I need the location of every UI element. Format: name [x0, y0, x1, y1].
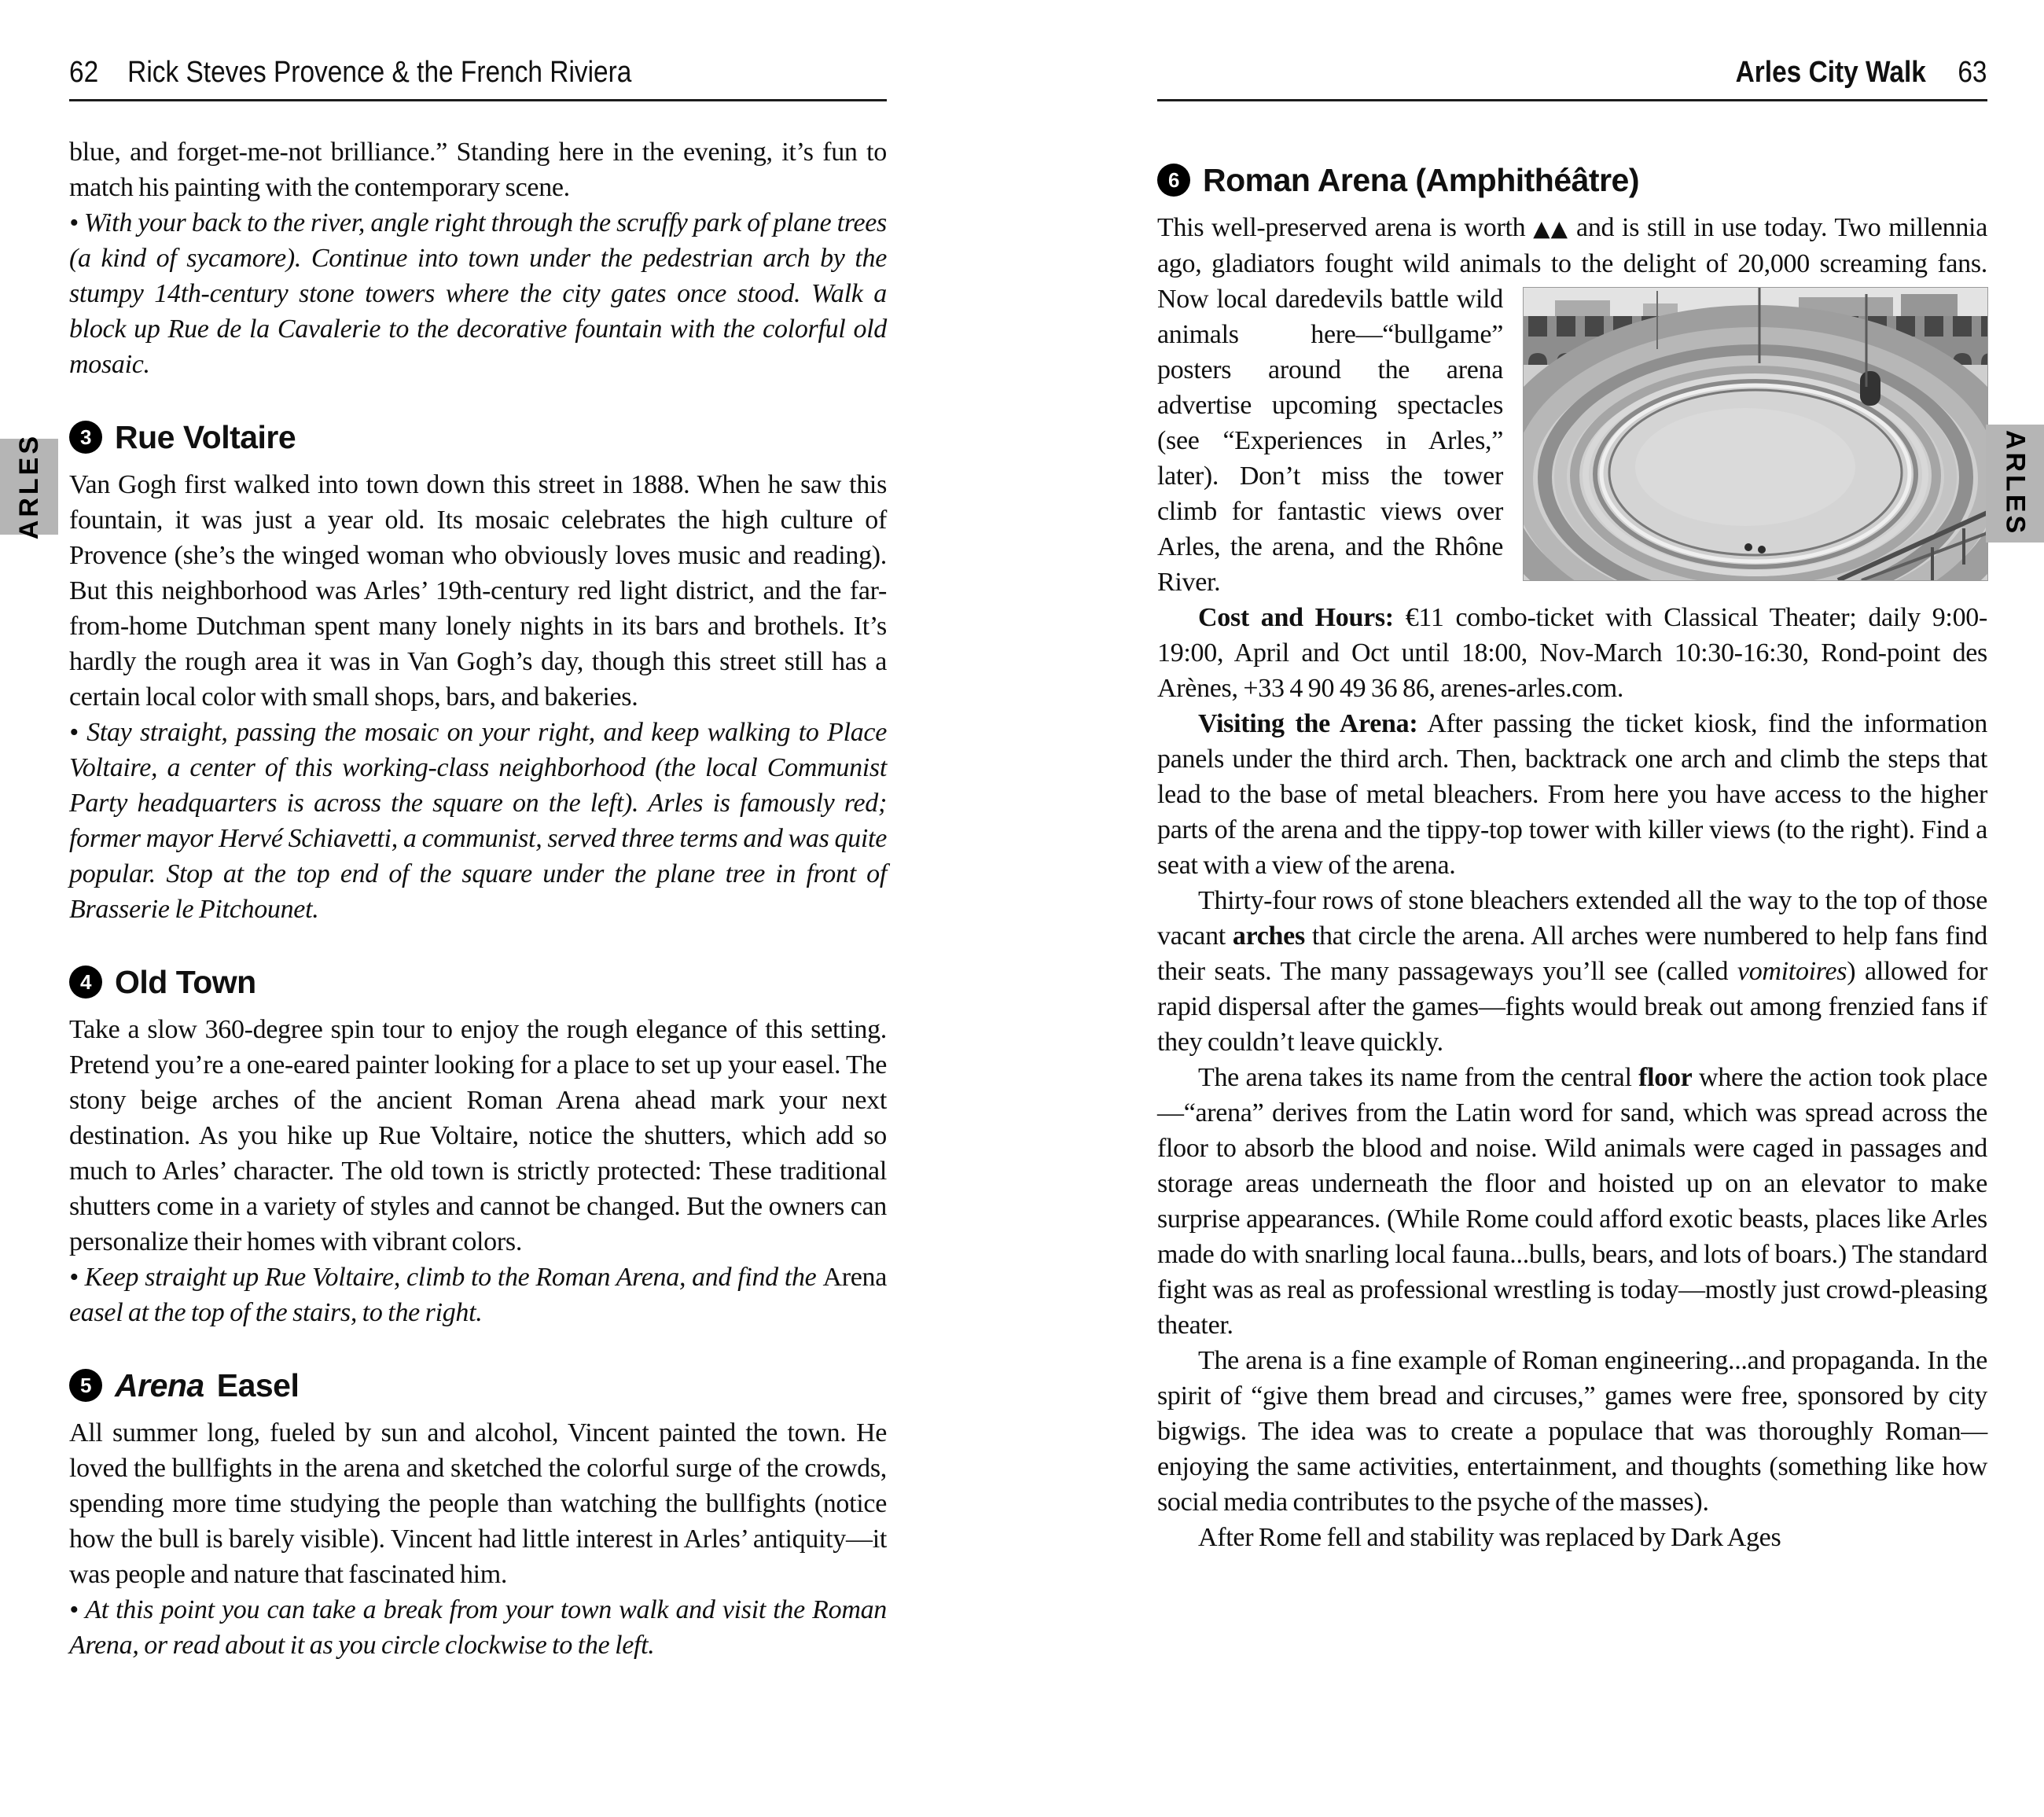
dark-ages-paragraph: After Rome fell and stability was replaced by Dark Ages: [1198, 1523, 1781, 1552]
section-heading-roman-arena: [1157, 161, 1987, 199]
walking-directions-3: • Keep straight up Rue Voltaire, climb to the Roman Arena, and find the Arena easel at the top of the stairs, to the right.: [69, 1263, 887, 1327]
walking-directions-1: • With your back to the river, angle right through the scruffy park of plane trees (a kind of sycamore). Continue into town under the pedestrian arch by the stumpy 14th-century stone towers where the city gates once stood. Walk a block up Rue de la Cavalerie to the decorative fountain with the colorful old mosaic.: [69, 208, 887, 379]
visiting-the-arena-paragraph: Visiting the Arena: After passing the ticket kiosk, find the information panels under the third arch. Then, backtrack one arch and climb the steps that lead to the base of metal bleachers. From here you have access to the higher parts of the arena and the tippy-top tower with killer views (to the right). Find a seat with a view of the arena.: [1157, 709, 1987, 880]
right-page-number: 63: [1958, 56, 1987, 89]
walking-directions-4: • At this point you can take a break from your town walk and visit the Roman Arena, or read about it as you circle clockwise to the left.: [69, 1595, 887, 1660]
cost-and-hours-paragraph: Cost and Hours: €11 combo-ticket with Classical Theater; daily 9:00-19:00, April and Oct until 18:00, Nov-March 10:30-16:30, Rond-point des Arènes, +33 4 90 49 36 86, arenes-arles.com.: [1157, 603, 1987, 703]
cost-and-hours-label: Cost and Hours:: [1198, 603, 1394, 632]
intro-paragraph: blue, and forget-me-not brilliance.” Standing here in the evening, it’s fun to match his painting with the contemporary scene.: [69, 138, 887, 202]
left-page: [69, 0, 887, 1663]
old-town-paragraph: Take a slow 360-degree spin tour to enjoy the rough elegance of this setting. Pretend you’re a one-eared painter looking for a place to set up your easel. The stony beige arches of the ancient Roman Arena ahead mark your next destination. As you hike up Rue Voltaire, notice the shutters, which add so much to Arles’ character. The old town is strictly protected: These traditional shutters come in a variety of styles and cannot be changed. But the owners can personalize their homes with vibrant colors.: [69, 1015, 887, 1256]
right-running-head: [1157, 0, 1987, 90]
italic-word-vomitoires: vomitoires: [1737, 957, 1847, 986]
stop-number-badge-6: 6: [1157, 164, 1190, 197]
section-heading-arena-easel: [69, 1366, 887, 1404]
rue-voltaire-paragraph: Van Gogh first walked into town down this street in 1888. When he saw this fountain, it was just a year old. Its mosaic celebrates the high culture of Provence (she’s the winged woman who obviously loves music and reading). But this neighborhood was Arles’ 19th-century red light district, and the far-from-home Dutchman spent many lonely nights in its bars and brothels. It’s hardly the rough area it was in Van Gogh’s day, though this street still has a certain local color with small shops, bars, and bakeries.: [69, 470, 887, 712]
floor-paragraph: The arena takes its name from the central floor where the action took place—“arena” derives from the Latin word for sand, which was spread across the floor to absorb the blood and noise. Wild animals were caged in passages and storage areas underneath the floor and hoisted up on an elevator to make surprise appearances. (While Rome could afford exotic beasts, places like Arles made do with snarling local fauna...bulls, bears, and lots of boars.) The standard fight was as real as professional wrestling is today—mostly just crowd-pleasing theater.: [1157, 1063, 1987, 1340]
bold-word-arches: arches: [1232, 921, 1305, 951]
right-page: [1157, 0, 1987, 1555]
stop-number-badge-3: 3: [69, 421, 102, 454]
left-running-head: [69, 0, 887, 90]
section-title-rest: Easel: [216, 1367, 300, 1403]
arena-easel-paragraph: All summer long, fueled by sun and alcohol, Vincent painted the town. He loved the bullfights in the arena and sketched the colorful surge of the crowds, spending more time studying the people than watching the bullfights (notice how the bull is barely visible). Vincent had little interest in Arles’ antiquity—it was people and nature that fascinated him.: [69, 1418, 887, 1589]
stop-number-badge-4: 4: [69, 966, 102, 999]
upright-word-arena: Arena: [822, 1263, 887, 1292]
engineering-paragraph: The arena is a fine example of Roman engineering...and propaganda. In the spirit of “give them bread and circuses,” games were free, sponsored by city bigwigs. The idea was to create a populace that was thoroughly Roman—enjoying the same activities, entertainment, and thoughts (something like how social media contributes to the psyche of the masses).: [1157, 1346, 1987, 1517]
section-title: Old Town: [115, 964, 256, 1000]
right-margin-tab-arles: [1986, 425, 2044, 543]
section-title: Rue Voltaire: [115, 419, 296, 455]
book-title: Rick Steves Provence & the French Riviera: [127, 56, 632, 89]
section-title-italic-part: Arena: [115, 1367, 204, 1403]
section-heading-rue-voltaire: [69, 418, 887, 456]
sight-rating-triangles: ▲▲: [1533, 215, 1569, 241]
roman-arena-intro-paragraph: This well-preserved arena is worth ▲▲ and is still in use today. Two millennia ago, gladiators fought wild animals to the delight of 20,000 screaming fans. Now local daredevils battle wild animals here—“bullgame” posters around the arena advertise upcoming spectacles (see “Experiences in Arles,” later). Don’t miss the tower climb for fantastic views over Arles, the arena, and the Rhône River.: [1157, 210, 1987, 600]
arena-photo-graphic: [1524, 288, 1987, 580]
section-title: Roman Arena (Amphithéâtre): [1203, 162, 1639, 198]
stop-number-badge-5: 5: [69, 1369, 102, 1402]
walking-directions-2: • Stay straight, passing the mosaic on your right, and keep walking to Place Voltaire, a center of this working-class neighborhood (the local Communist Party headquarters is across the square on the left). Arles is famously red; former mayor Hervé Schiavetti, a communist, served three terms and was quite popular. Stop at the top end of the square under the plane tree in front of Brasserie le Pitchounet.: [69, 718, 887, 924]
section-heading-old-town: [69, 963, 887, 1001]
arena-aerial-photo: [1524, 288, 1987, 580]
arches-paragraph: Thirty-four rows of stone bleachers extended all the way to the top of those vacant arches that circle the arena. All arches were numbered to help fans find their seats. The many passageways you’ll see (called vomitoires) allowed for rapid dispersal after the games—fights would break out among frenzied fans if they couldn’t leave quickly.: [1157, 886, 1987, 1057]
bold-word-floor: floor: [1638, 1063, 1693, 1092]
left-margin-tab-arles: [0, 433, 58, 540]
chapter-title: Arles City Walk: [1736, 56, 1927, 89]
left-tab-label: ARLES: [13, 433, 44, 540]
left-page-number: 62: [69, 56, 99, 89]
right-tab-label: ARLES: [2000, 430, 2031, 537]
visiting-label: Visiting the Arena:: [1198, 709, 1418, 738]
